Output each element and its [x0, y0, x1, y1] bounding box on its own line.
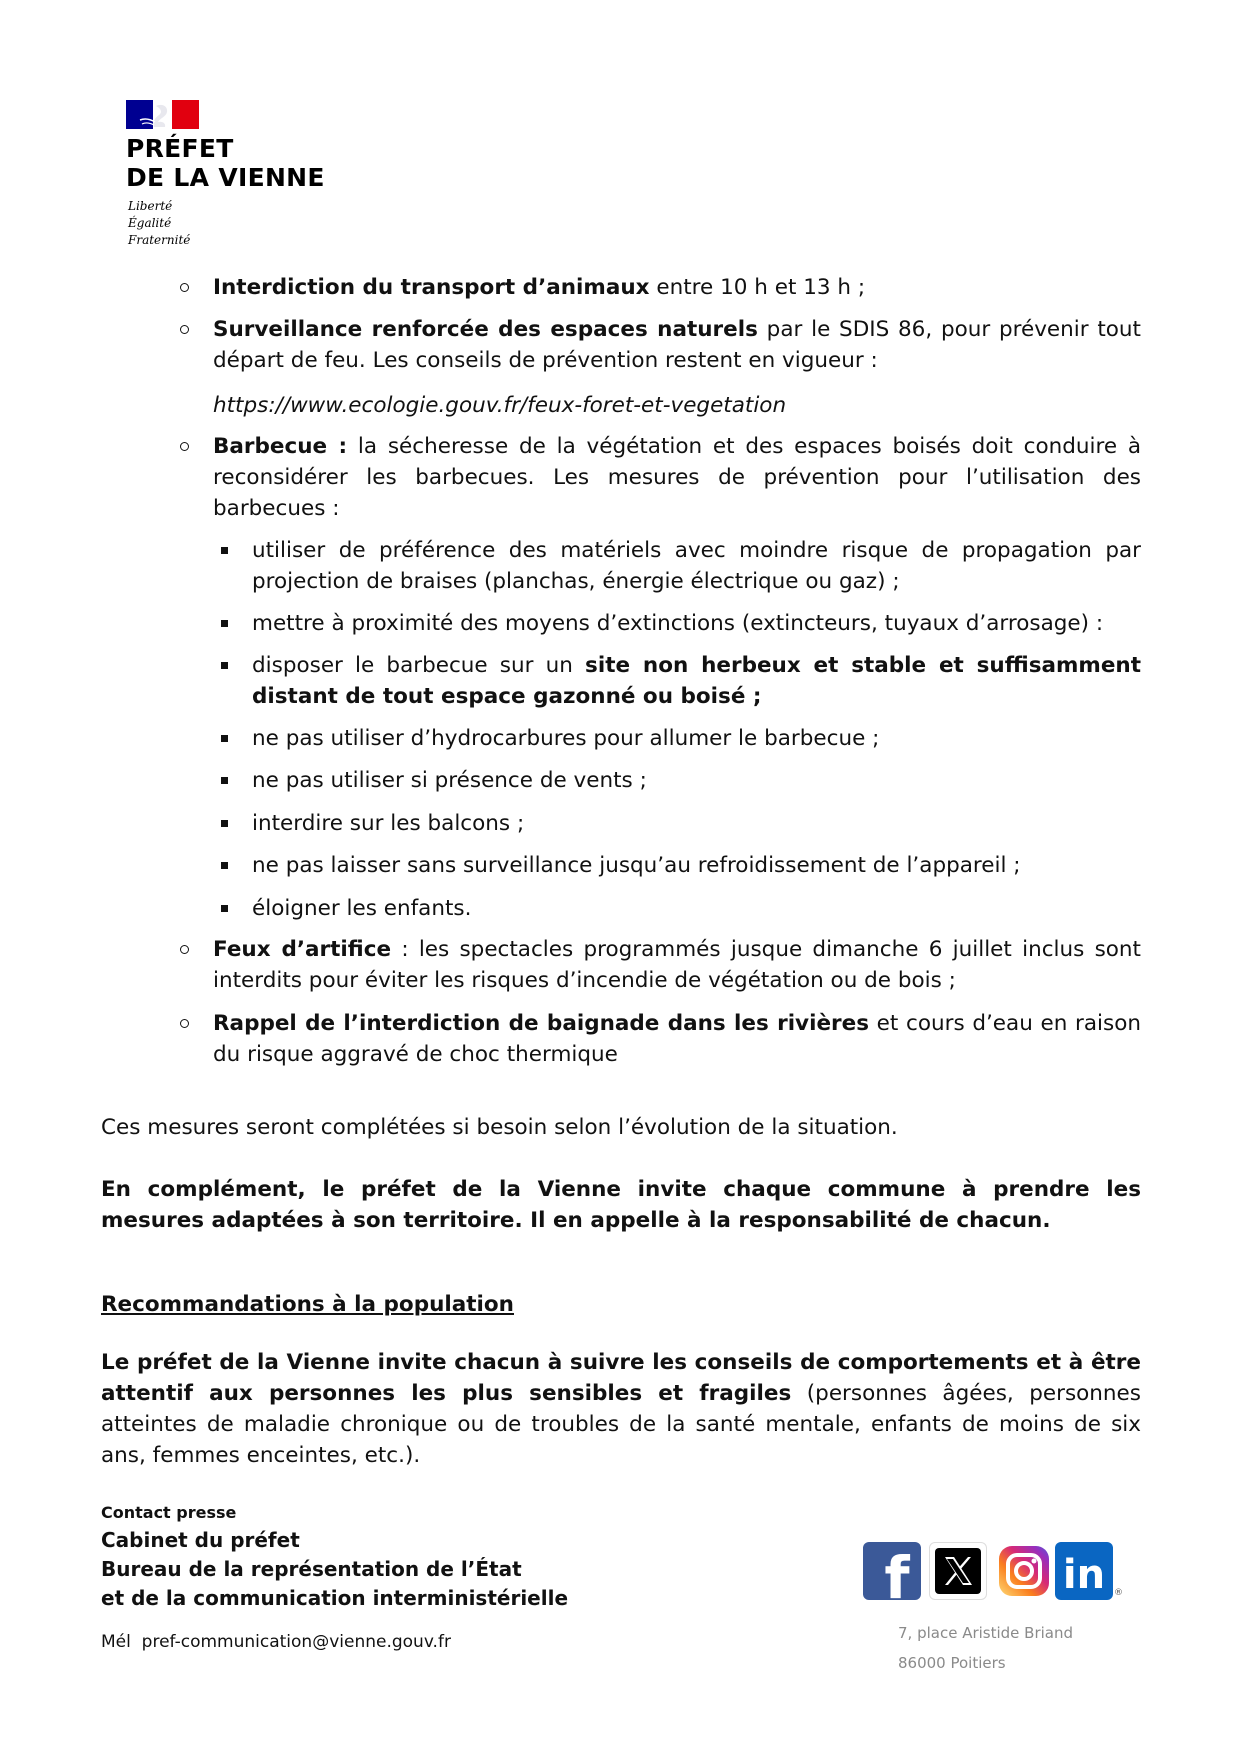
- square-bullet-icon: [221, 862, 228, 869]
- square-bullet-icon: [221, 620, 228, 627]
- circle-bullet-icon: [180, 325, 189, 334]
- contact-label: Contact presse: [101, 1503, 237, 1522]
- prefecture-name: PRÉFET DE LA VIENNE: [126, 134, 325, 192]
- sub-list-item: mettre à proximité des moyens d’extinctions (extincteurs, tuyaux d’arrosage) :: [252, 611, 1104, 636]
- circle-bullet-icon: [180, 442, 189, 451]
- list-item: Rappel de l’interdiction de baignade dans les rivières et cours d’eau en raison du risque aggravé de choc thermique: [213, 1011, 1142, 1067]
- list-item: Feux d’artifice : les spectacles programmés jusque dimanche 6 juillet inclus sont interdits pour éviter les risques d’incendie de végétation ou de bois ;: [213, 937, 1141, 993]
- list-item: Surveillance renforcée des espaces naturels par le SDIS 86, pour prévenir tout départ de feu. Les conseils de prévention restent en vigueur :: [213, 317, 1141, 373]
- square-bullet-icon: [221, 735, 228, 742]
- sub-list-item: ne pas utiliser si présence de vents ;: [252, 768, 647, 793]
- address: 7, place Aristide Briand 86000 Poitiers: [898, 1624, 1074, 1672]
- marianne-flag-icon: [126, 100, 199, 129]
- square-bullet-icon: [221, 662, 228, 669]
- square-bullet-icon: [221, 547, 228, 554]
- svg-text:f: f: [884, 1544, 910, 1600]
- list-item: Barbecue : la sécheresse de la végétation et des espaces boisés doit conduire à reconsidérer les barbecues. Les mesures de prévention pour l’utilisation des barbecues :: [213, 434, 1142, 521]
- square-bullet-icon: [221, 777, 228, 784]
- facebook-icon[interactable]: [863, 1542, 921, 1600]
- sub-list-item: ne pas utiliser d’hydrocarbures pour allumer le barbecue ;: [252, 726, 880, 751]
- email-link[interactable]: pref-communication@vienne.gouv.fr: [141, 1632, 451, 1652]
- instagram-icon[interactable]: [995, 1542, 1053, 1600]
- square-bullet-icon: [221, 820, 228, 827]
- circle-bullet-icon: [180, 945, 189, 954]
- registered-mark: ®: [1114, 1588, 1123, 1598]
- sub-list-item: interdire sur les balcons ;: [252, 811, 525, 836]
- paragraph: Ces mesures seront complétées si besoin selon l’évolution de la situation.: [101, 1115, 898, 1140]
- contact-block: Cabinet du préfet Bureau de la représentation de l’État et de la communication interministérielle: [101, 1528, 569, 1610]
- list-item: Interdiction du transport d’animaux entre 10 h et 13 h ;: [213, 275, 866, 300]
- circle-bullet-icon: [180, 283, 189, 292]
- sub-list-item: disposer le barbecue sur un site non herbeux et stable et suffisamment distant de tout espace gazonné ou boisé ;: [252, 653, 1141, 709]
- linkedin-icon[interactable]: [1055, 1542, 1113, 1600]
- circle-bullet-icon: [180, 1019, 189, 1028]
- x-twitter-icon[interactable]: [929, 1542, 987, 1600]
- prefecture-logo: [126, 100, 366, 255]
- republic-motto: Liberté Égalité Fraternité: [128, 199, 191, 247]
- contact-email: Mél pref-communication@vienne.gouv.fr: [101, 1632, 451, 1652]
- sub-list-item: éloigner les enfants.: [252, 896, 472, 921]
- paragraph-bold: En complément, le préfet de la Vienne invite chaque commune à prendre les mesures adaptées à son territoire. Il en appelle à la responsabilité de chacun.: [101, 1177, 1141, 1233]
- svg-text:in: in: [1062, 1552, 1106, 1598]
- sub-list-item: ne pas laisser sans surveillance jusqu’au refroidissement de l’appareil ;: [252, 853, 1021, 878]
- square-bullet-icon: [221, 905, 228, 912]
- prevention-link[interactable]: https://www.ecologie.gouv.fr/feux-foret-et-vegetation: [213, 393, 787, 418]
- sub-list-item: utiliser de préférence des matériels avec moindre risque de propagation par projection de braises (planchas, énergie électrique ou gaz) ;: [252, 538, 1141, 594]
- paragraph: Le préfet de la Vienne invite chacun à suivre les conseils de comportements et à être attentif aux personnes les plus sensibles et fragiles (personnes âgées, personnes atteintes de maladie chronique ou de troubles de la santé mentale, enfants de moins de six ans, femmes enceintes, etc.).: [101, 1350, 1141, 1468]
- section-heading: Recommandations à la population: [101, 1292, 514, 1317]
